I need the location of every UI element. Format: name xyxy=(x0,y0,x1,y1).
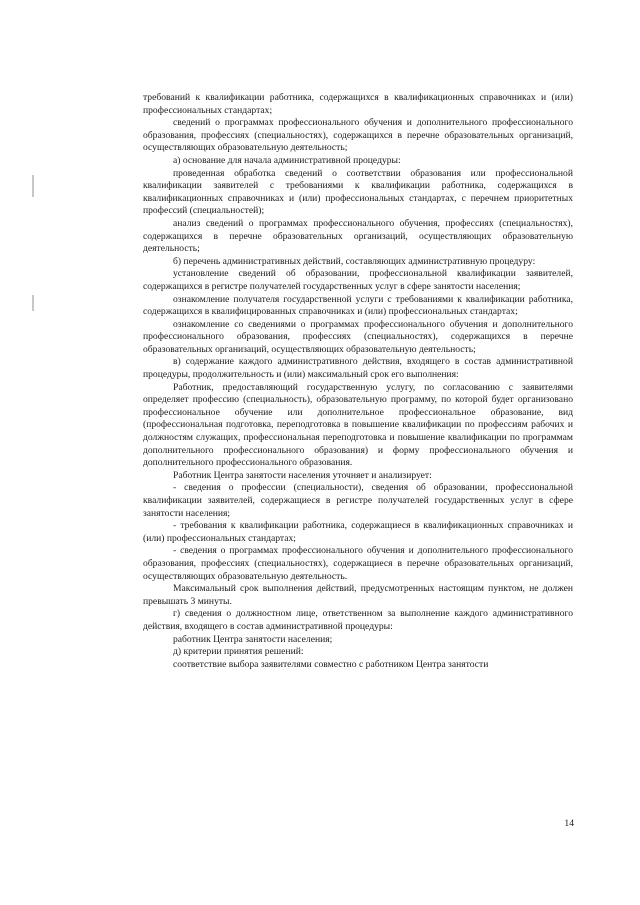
paragraph: анализ сведений о программах профессионального обучения, профессиях (специальностях), содержащихся в перечне образовательных организаций, осуществляющих образовательную деятельность; xyxy=(143,217,573,255)
document-body xyxy=(143,92,573,671)
paragraph: работник Центра занятости населения; xyxy=(173,633,333,645)
scan-margin-mark xyxy=(32,175,34,197)
paragraph: Работник, предоставляющий государственную услугу, по согласованию с заявителями определяет профессию (специальность), образовательную программу, по которой будет организовано профессиональное обучение или дополнительное профессиональное образование, вид (профессиональная подготовка, переподготовка в повышение квалификации по профессиям рабочих и должностям служащих, профессиональная переподготовка и повышение квалификации по программам дополнительного профессионального образования) и форму профессионального обучения и дополнительного профессионального образования. xyxy=(143,381,573,469)
paragraph: установление сведений об образовании, профессиональной квалификации заявителей, содержащихся в регистре получателей государственных услуг в сфере занятости населения; xyxy=(143,268,573,292)
paragraph: сведений о программах профессионального обучения и дополнительного профессионального образования, профессиях (специальностях), содержащихся в перечне образовательных организаций, осуществляющих образовательную деятельность; xyxy=(143,117,573,154)
paragraph: - требования к квалификации работника, содержащиеся в квалификационных справочниках и (или) профессиональных стандартах; xyxy=(143,520,573,544)
paragraph: б) перечень административных действий, составляющих административную процедуру: xyxy=(173,255,536,267)
page-number: 14 xyxy=(564,818,574,829)
paragraph: в) содержание каждого административного действия, входящего в состав административной процедуры, продолжительность и (или) максимальный срок его выполнения: xyxy=(143,356,573,381)
paragraph: ознакомление со сведениями о программах профессионального обучения и дополнительного профессионального образования, профессиях (специальностях), содержащихся в перечне образовательных организаций, осуществляющих образовательную деятельность; xyxy=(143,318,573,355)
paragraph: требований к квалификации работника, содержащихся в квалификационных справочниках и (или) профессиональных стандартах; xyxy=(143,92,573,116)
paragraph: Работник Центра занятости населения уточняет и анализирует: xyxy=(173,469,432,481)
paragraph: г) сведения о должностном лице, ответственном за выполнение каждого административного действия, входящего в состав административной процедуры: xyxy=(143,608,573,632)
paragraph: а) основание для начала административной процедуры: xyxy=(173,154,401,166)
paragraph: ознакомление получателя государственной услуги с требованиями к квалификации работника, содержащихся в квалифицированных справочниках и (или) профессиональных стандартах; xyxy=(143,293,573,318)
paragraph: д) критерии принятия решений: xyxy=(173,646,304,658)
paragraph: соответствие выбора заявителями совместно с работником Центра занятости xyxy=(173,658,489,670)
paragraph: Максимальный срок выполнения действий, предусмотренных настоящим пунктом, не должен превышать 3 минуты. xyxy=(143,583,573,607)
paragraph: проведенная обработка сведений о соответствии образования или профессиональной квалификации заявителей с требованиями к квалификации работника, содержащихся в квалификационных справочниках и (или) профессиональных стандартах, с перечнем приоритетных профессий (специальностей); xyxy=(143,167,573,217)
scan-margin-mark xyxy=(32,295,34,311)
paragraph: - сведения о программах профессионального обучения и дополнительного профессионального образования, профессиях (специальностях), содержащиеся в перечне образовательных организаций, осуществляющих образовательную деятельность. xyxy=(143,545,573,582)
paragraph: - сведения о профессии (специальности), сведения об образовании, профессиональной квалификации заявителей, содержащиеся в регистре получателей государственных услуг в сфере занятости населения; xyxy=(143,482,573,519)
